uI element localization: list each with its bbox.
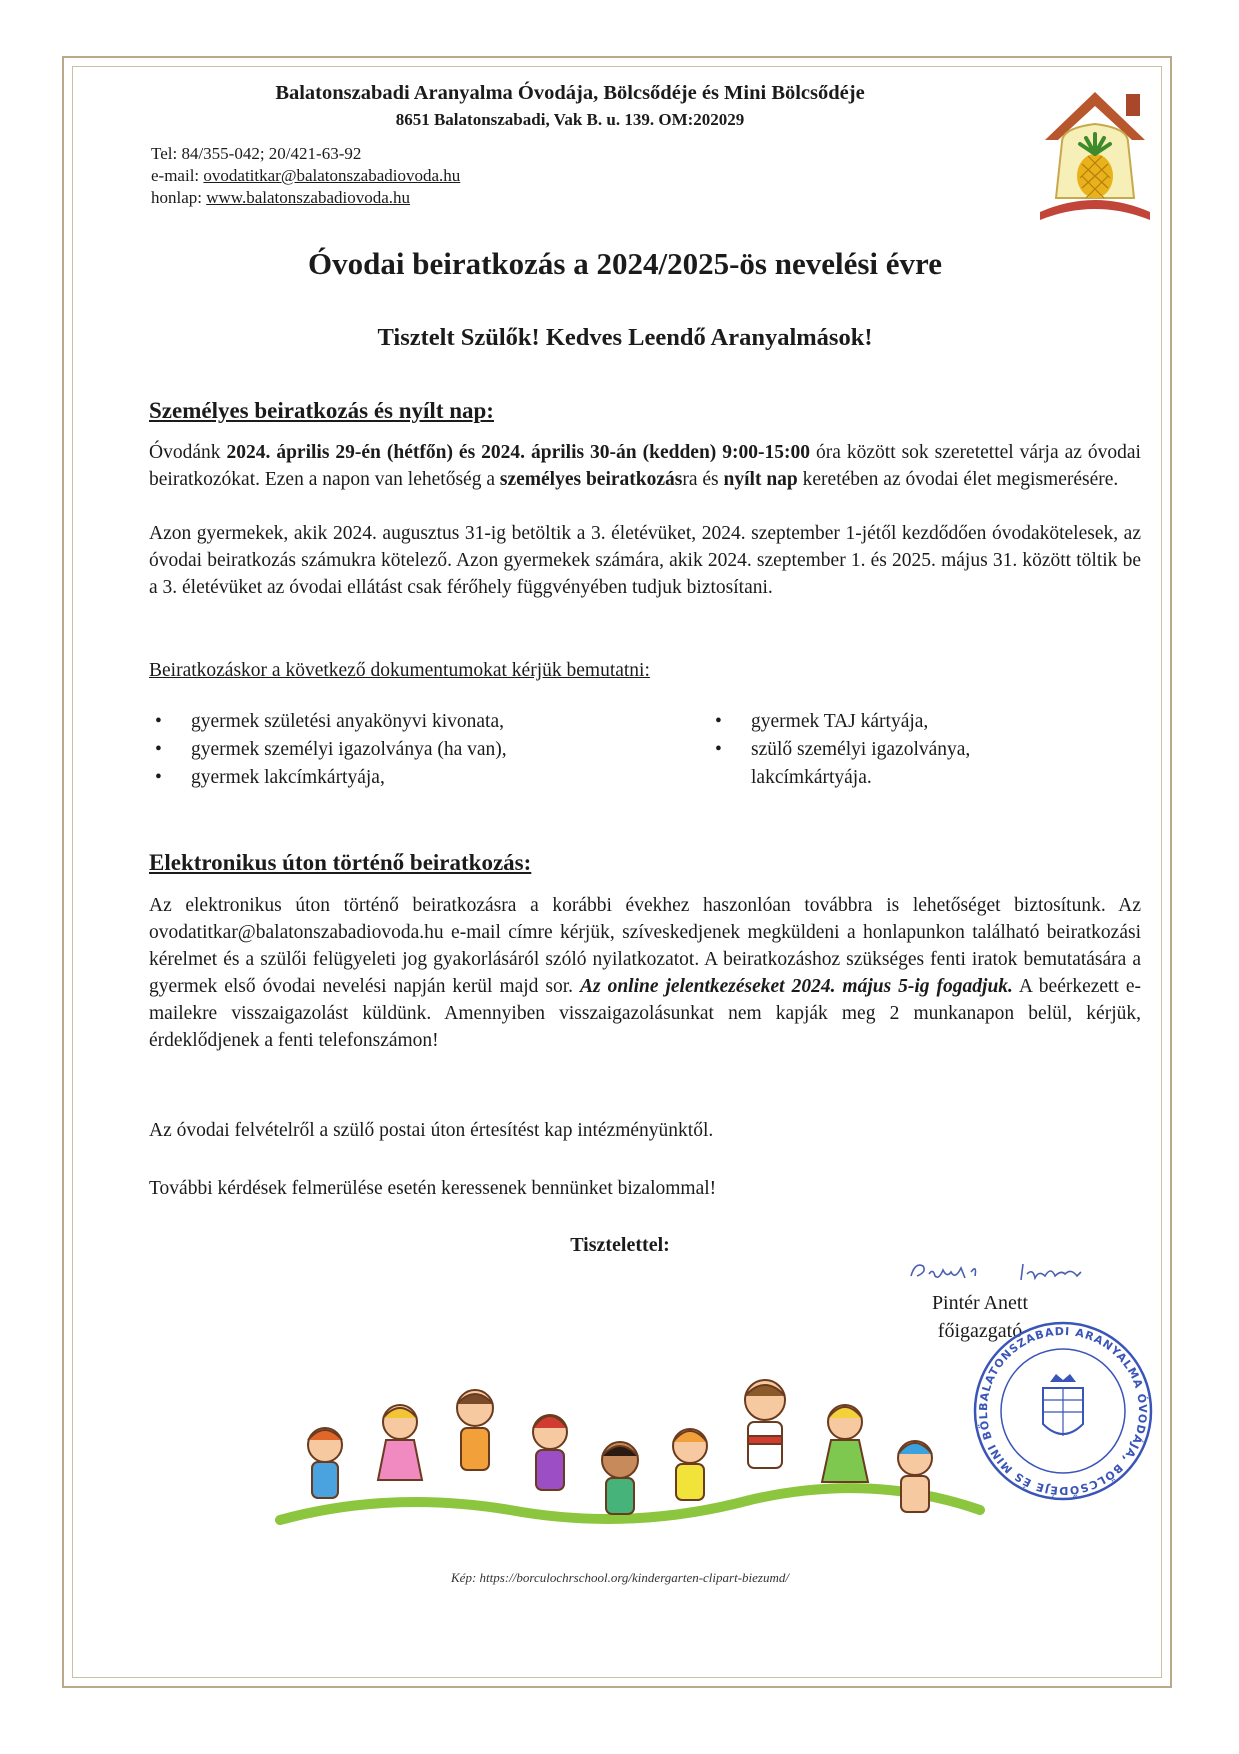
section2-paragraph-1: Az elektronikus úton történő beiratkozásra a korábbi évekhez haszonlóan továbbra is lehetőséget biztosítunk. Az ovodatitkar@balatonszabadiovoda.hu e-mail címre kérjük, szíveskedjenek megküldeni a honlapunkon található beiratkozási kérelmet és a szülői felügyeleti jog gyakorlásáról szóló nyilatkozatot. A beiratkozáshoz szükséges fenti iratok bemutatására a gyermek első óvodai nevelési napján kerül majd sor. Az online jelentkezéseket 2024. május 5-ig fogadjuk. A beérkezett e-mailekre visszaigazolást küldünk. Amennyiben visszaigazolásunkat nem kapják meg 2 munkanapon belül, kérjük, érdeklődjenek a fenti telefonszámon!: [149, 895, 1142, 1051]
list-item: • gyermek TAJ kártyája,: [711, 708, 970, 736]
institution-address: 8651 Balatonszabadi, Vak B. u. 139. OM:202029: [395, 110, 745, 129]
children-holding-hands-illustration: [270, 1360, 990, 1550]
list-item: • gyermek lakcímkártyája,: [151, 764, 507, 792]
kindergarten-logo: [1030, 80, 1160, 230]
list-item-continuation: lakcímkártyája.: [751, 767, 872, 788]
handwritten-signature: [905, 1258, 1095, 1288]
documents-intro: Beiratkozáskor a következő dokumentumokat kérjük bemutatni:: [149, 660, 650, 681]
greeting: Tisztelt Szülők! Kedves Leendő Aranyalmások!: [377, 324, 873, 351]
list-item: • szülő személyi igazolványa,: [711, 736, 970, 764]
official-stamp: [968, 1316, 1158, 1506]
section-heading-personal: Személyes beiratkozás és nyílt nap:: [149, 398, 494, 423]
section-heading-electronic: Elektronikus úton történő beiratkozás:: [149, 850, 532, 875]
section2-paragraph-2: Az óvodai felvételről a szülő postai úton értesítést kap intézményünktől.: [149, 1120, 714, 1141]
list-item: • gyermek személyi igazolványa (ha van),: [151, 736, 507, 764]
documents-list-left: [151, 708, 507, 792]
signer-role: főigazgató: [937, 1320, 1023, 1342]
section2-paragraph-3: További kérdések felmerülése esetén keressenek bennünket bizalommal!: [149, 1178, 717, 1199]
closing: Tisztelettel:: [570, 1234, 670, 1256]
website-link[interactable]: www.balatonszabadiovoda.hu: [206, 188, 411, 207]
page-title: Óvodai beiratkozás a 2024/2025-ös nevelési évre: [307, 246, 942, 281]
contact-tel: Tel: 84/355-042; 20/421-63-92: [151, 144, 362, 163]
contact-web: honlap: www.balatonszabadiovoda.hu: [151, 188, 411, 207]
tel-value: 84/355-042; 20/421-63-92: [181, 144, 362, 163]
contact-email: e-mail: ovodatitkar@balatonszabadiovoda.hu: [151, 166, 461, 185]
email-link[interactable]: ovodatitkar@balatonszabadiovoda.hu: [203, 166, 461, 185]
section1-paragraph-2: Azon gyermekek, akik 2024. augusztus 31-ig betöltik a 3. életévüket, 2024. szeptember 1-jétől kezdődően óvodakötelesek, az óvodai beiratkozás számukra kötelező. Azon gyermekek számára, akik 2024. szeptember 1. és 2025. május 31. között töltik be a 3. életévüket az óvodai ellátást csak férőhely függvényében tudjuk biztosítani.: [149, 523, 1141, 598]
list-item: • gyermek születési anyakönyvi kivonata,: [151, 708, 507, 736]
image-credit: Kép: https://borculochrschool.org/kindergarten-clipart-biezumd/: [451, 1570, 789, 1585]
svg-text:BALATONSZABADI ARANYALMA ÓVODÁ: BALATONSZABADI ARANYALMA ÓVODÁJA, BÖLCSŐDÉJE ÉS MINI BÖL: [976, 1324, 1150, 1498]
institution-name: Balatonszabadi Aranyalma Óvodája, Bölcsődéje és Mini Bölcsődéje: [275, 82, 865, 104]
documents-list-right: [711, 708, 970, 792]
signer-name: Pintér Anett: [931, 1292, 1029, 1314]
section1-paragraph-1: Óvodánk 2024. április 29-én (hétfőn) és 2024. április 30-án (kedden) 9:00-15:00 óra között sok szeretettel várja az óvodai beiratkozókat. Ezen a napon van lehetőség a személyes beiratkozásra és nyílt nap keretében az óvodai élet megismerésére.: [149, 442, 1141, 490]
